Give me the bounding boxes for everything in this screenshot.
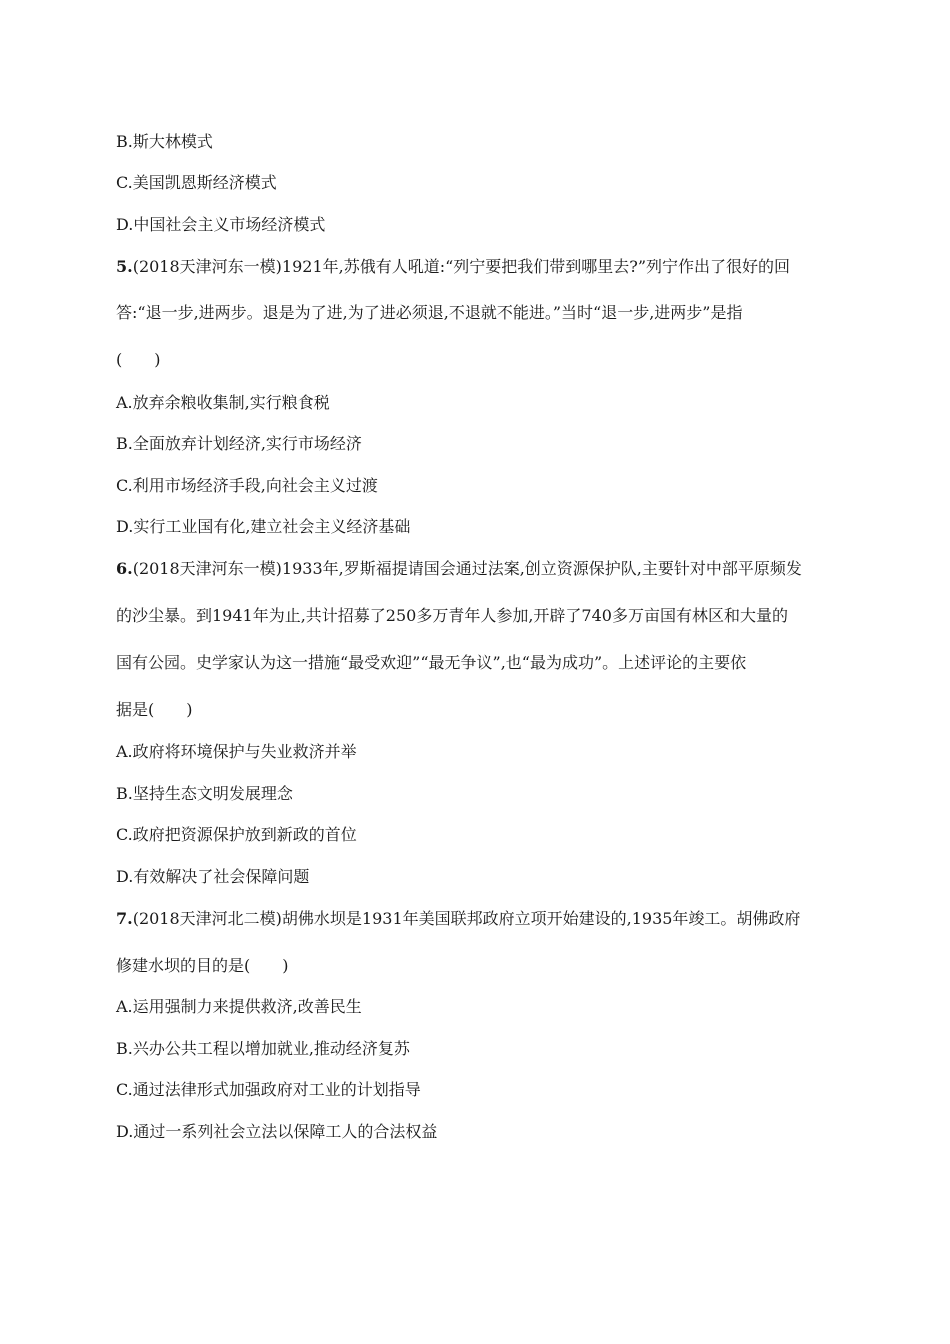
question-5-stem-line-1 bbox=[116, 257, 790, 277]
question-6-stem-line-2: 的沙尘暴。到1941年为止,共计招募了250多万青年人参加,开辟了740多万亩国有林区和大量的 bbox=[116, 606, 788, 625]
option-b: B.兴办公共工程以增加就业,推动经济复苏 bbox=[116, 1039, 410, 1058]
question-stem-text: (2018天津河东一模)1921年,苏俄有人吼道:“列宁要把我们带到哪里去?”列宁作出了很好的回 bbox=[132, 257, 791, 276]
option-d: D.实行工业国有化,建立社会主义经济基础 bbox=[116, 517, 411, 536]
question-6-stem-line-3: 国有公园。史学家认为这一措施“最受欢迎”“最无争议”,也“最为成功”。上述评论的主要依 bbox=[116, 653, 747, 672]
option-a: A.运用强制力来提供救济,改善民生 bbox=[116, 997, 362, 1016]
question-5-stem-line-2: 答:“退一步,进两步。退是为了进,为了进必须退,不退就不能进。”当时“退一步,进两步”是指 bbox=[116, 303, 743, 322]
question-number: 5. bbox=[116, 257, 133, 276]
option-b: B.全面放弃计划经济,实行市场经济 bbox=[116, 434, 362, 453]
question-stem-text: (2018天津河北二模)胡佛水坝是1931年美国联邦政府立项开始建设的,1935年竣工。胡佛政府 bbox=[132, 909, 801, 928]
question-number: 7. bbox=[116, 909, 133, 928]
option-c: C.通过法律形式加强政府对工业的计划指导 bbox=[116, 1080, 421, 1099]
question-number: 6. bbox=[116, 559, 133, 578]
answer-blank: ( ) bbox=[116, 350, 161, 369]
option-d: D.中国社会主义市场经济模式 bbox=[116, 215, 326, 234]
question-7-stem-line-1 bbox=[116, 909, 800, 929]
option-a: A.政府将环境保护与失业救济并举 bbox=[116, 742, 357, 761]
option-a: A.放弃余粮收集制,实行粮食税 bbox=[116, 393, 330, 412]
option-c: C.政府把资源保护放到新政的首位 bbox=[116, 825, 357, 844]
option-b: B.坚持生态文明发展理念 bbox=[116, 784, 293, 803]
option-d: D.有效解决了社会保障问题 bbox=[116, 867, 310, 886]
question-7-stem-line-2: 修建水坝的目的是( ) bbox=[116, 956, 289, 975]
option-b: B.斯大林模式 bbox=[116, 132, 213, 151]
option-c: C.美国凯恩斯经济模式 bbox=[116, 173, 277, 192]
question-6-stem-line-1 bbox=[116, 559, 802, 579]
option-d: D.通过一系列社会立法以保障工人的合法权益 bbox=[116, 1122, 438, 1141]
question-stem-text: (2018天津河东一模)1933年,罗斯福提请国会通过法案,创立资源保护队,主要针对中部平原频发 bbox=[132, 559, 802, 578]
question-6-stem-line-4: 据是( ) bbox=[116, 700, 193, 719]
option-c: C.利用市场经济手段,向社会主义过渡 bbox=[116, 476, 378, 495]
